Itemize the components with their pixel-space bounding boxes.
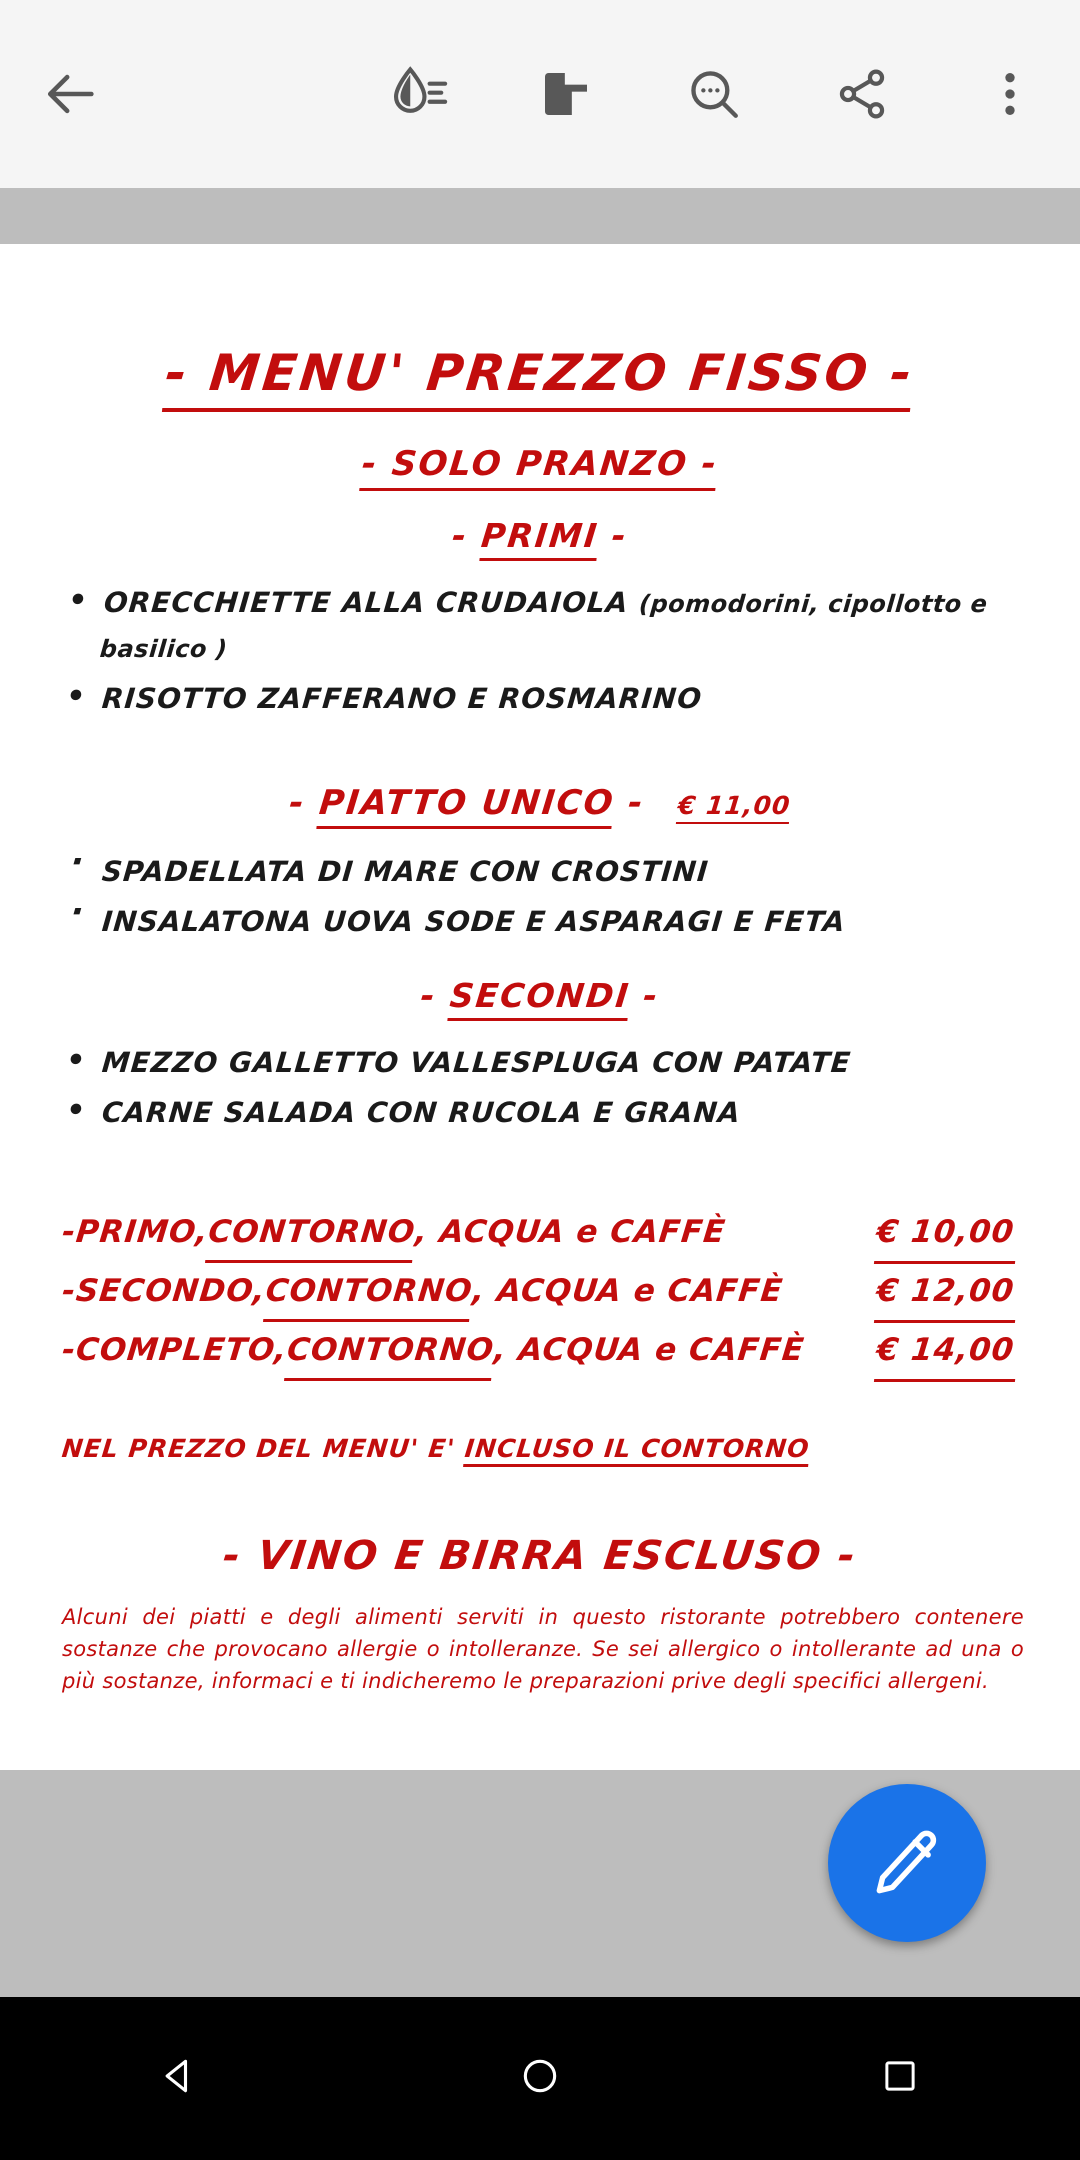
- dish-name: MEZZO GALLETTO VALLESPLUGA CON PATATE: [100, 1046, 853, 1079]
- piatto-unico-prefix: -: [287, 783, 322, 823]
- combo-price: € 14,00: [873, 1323, 1021, 1382]
- list-item: [58, 1091, 1080, 1135]
- document-page[interactable]: [0, 244, 1080, 1770]
- piatto-unico-price: € 11,00: [676, 791, 792, 824]
- app-bar: [0, 0, 1080, 188]
- menu-document: [0, 344, 1080, 1697]
- vino-birra-note: - VINO E BIRRA ESCLUSO -: [220, 1533, 860, 1579]
- pencil-icon: [868, 1824, 946, 1902]
- allergen-disclaimer: Alcuni dei piatti e degli alimenti serviti in questo ristorante potrebbero contenere sostanze che provocano allergie o intolleranze. Se sei allergico o intollerante ad una o più sostanze, informaci e ti indicheremo le preparazioni prive degli specifici allergeni.: [62, 1605, 1024, 1693]
- menu-title: [0, 344, 1080, 402]
- dish-name: SPADELLATA DI MARE CON CROSTINI: [100, 855, 711, 888]
- circle-home-icon: [518, 2054, 562, 2103]
- secondi-heading-text: SECONDI: [447, 976, 632, 1021]
- primi-heading-text: PRIMI: [479, 516, 601, 561]
- page-top-divider: [0, 188, 1080, 244]
- nav-home-button[interactable]: [480, 2019, 600, 2139]
- combo-row: [59, 1264, 1021, 1323]
- combo-contorno: CONTORNO: [205, 1205, 418, 1263]
- combo-row: [59, 1323, 1021, 1382]
- nav-recents-button[interactable]: [840, 2019, 960, 2139]
- piatto-unico-list: [0, 850, 1080, 944]
- square-recents-icon: [879, 2055, 921, 2102]
- menu-subtitle: [0, 444, 1080, 484]
- list-item: [58, 1041, 1080, 1085]
- nav-back-button[interactable]: [120, 2019, 240, 2139]
- dish-name: ORECCHIETTE ALLA CRUDAIOLA: [102, 586, 631, 619]
- contrast-adjust-icon[interactable]: [370, 46, 466, 142]
- piatto-unico-label: [287, 783, 646, 823]
- contorno-note-underlined: INCLUSO IL CONTORNO: [463, 1434, 811, 1467]
- dish-name: INSALATONA UOVA SODE E ASPARAGI E FETA: [100, 905, 848, 938]
- contorno-note-pre: NEL PREZZO DEL MENU' E': [60, 1434, 467, 1463]
- combo-post: , ACQUA e CAFFÈ: [470, 1273, 785, 1309]
- menu-subtitle-text: - SOLO PRANZO -: [359, 444, 720, 491]
- primi-prefix: -: [450, 516, 484, 555]
- primi-suffix: -: [596, 516, 630, 555]
- dish-name: CARNE SALADA CON RUCOLA E GRANA: [100, 1096, 743, 1129]
- section-heading-piatto-unico: [0, 783, 1080, 824]
- dish-name: RISOTTO ZAFFERANO E ROSMARINO: [100, 682, 704, 715]
- triangle-back-icon: [158, 2054, 202, 2103]
- combo-price: € 10,00: [873, 1205, 1021, 1264]
- combo-price: € 12,00: [873, 1264, 1021, 1323]
- secondi-prefix: -: [418, 976, 453, 1015]
- combo-post: , ACQUA e CAFFÈ: [492, 1332, 807, 1368]
- secondi-list: [0, 1041, 1080, 1135]
- list-item: [58, 850, 1080, 894]
- combo-post: , ACQUA e CAFFÈ: [413, 1214, 728, 1250]
- combo-contorno: CONTORNO: [263, 1264, 476, 1322]
- combo-pre: -SECONDO,: [60, 1273, 268, 1309]
- section-heading-primi: [0, 516, 1080, 555]
- edit-fab[interactable]: [828, 1784, 986, 1942]
- back-arrow-icon[interactable]: [24, 46, 120, 142]
- piatto-unico-suffix: -: [612, 783, 647, 823]
- primi-list: [0, 581, 1080, 721]
- share-icon[interactable]: [814, 46, 910, 142]
- combo-price-list: [0, 1205, 1080, 1382]
- crop-layout-icon[interactable]: [518, 46, 614, 142]
- list-item: [56, 581, 1080, 671]
- combo-pre: -PRIMO,: [60, 1214, 211, 1250]
- section-heading-secondi: [0, 976, 1080, 1015]
- secondi-suffix: -: [627, 976, 662, 1015]
- search-icon[interactable]: [666, 46, 762, 142]
- combo-pre: -COMPLETO,: [60, 1332, 290, 1368]
- list-item: [58, 900, 1080, 944]
- piatto-unico-heading-text: PIATTO UNICO: [317, 783, 617, 829]
- android-navigation-bar: [0, 1997, 1080, 2160]
- more-options-icon[interactable]: [962, 46, 1058, 142]
- combo-row: [59, 1205, 1021, 1264]
- contorno-note: [0, 1434, 1080, 1463]
- list-item: [58, 677, 1080, 721]
- dish-detail: (pomodorini, cipollotto e basilico ): [98, 590, 989, 663]
- menu-title-text: - MENU' PREZZO FISSO -: [162, 344, 918, 412]
- combo-contorno: CONTORNO: [284, 1323, 497, 1381]
